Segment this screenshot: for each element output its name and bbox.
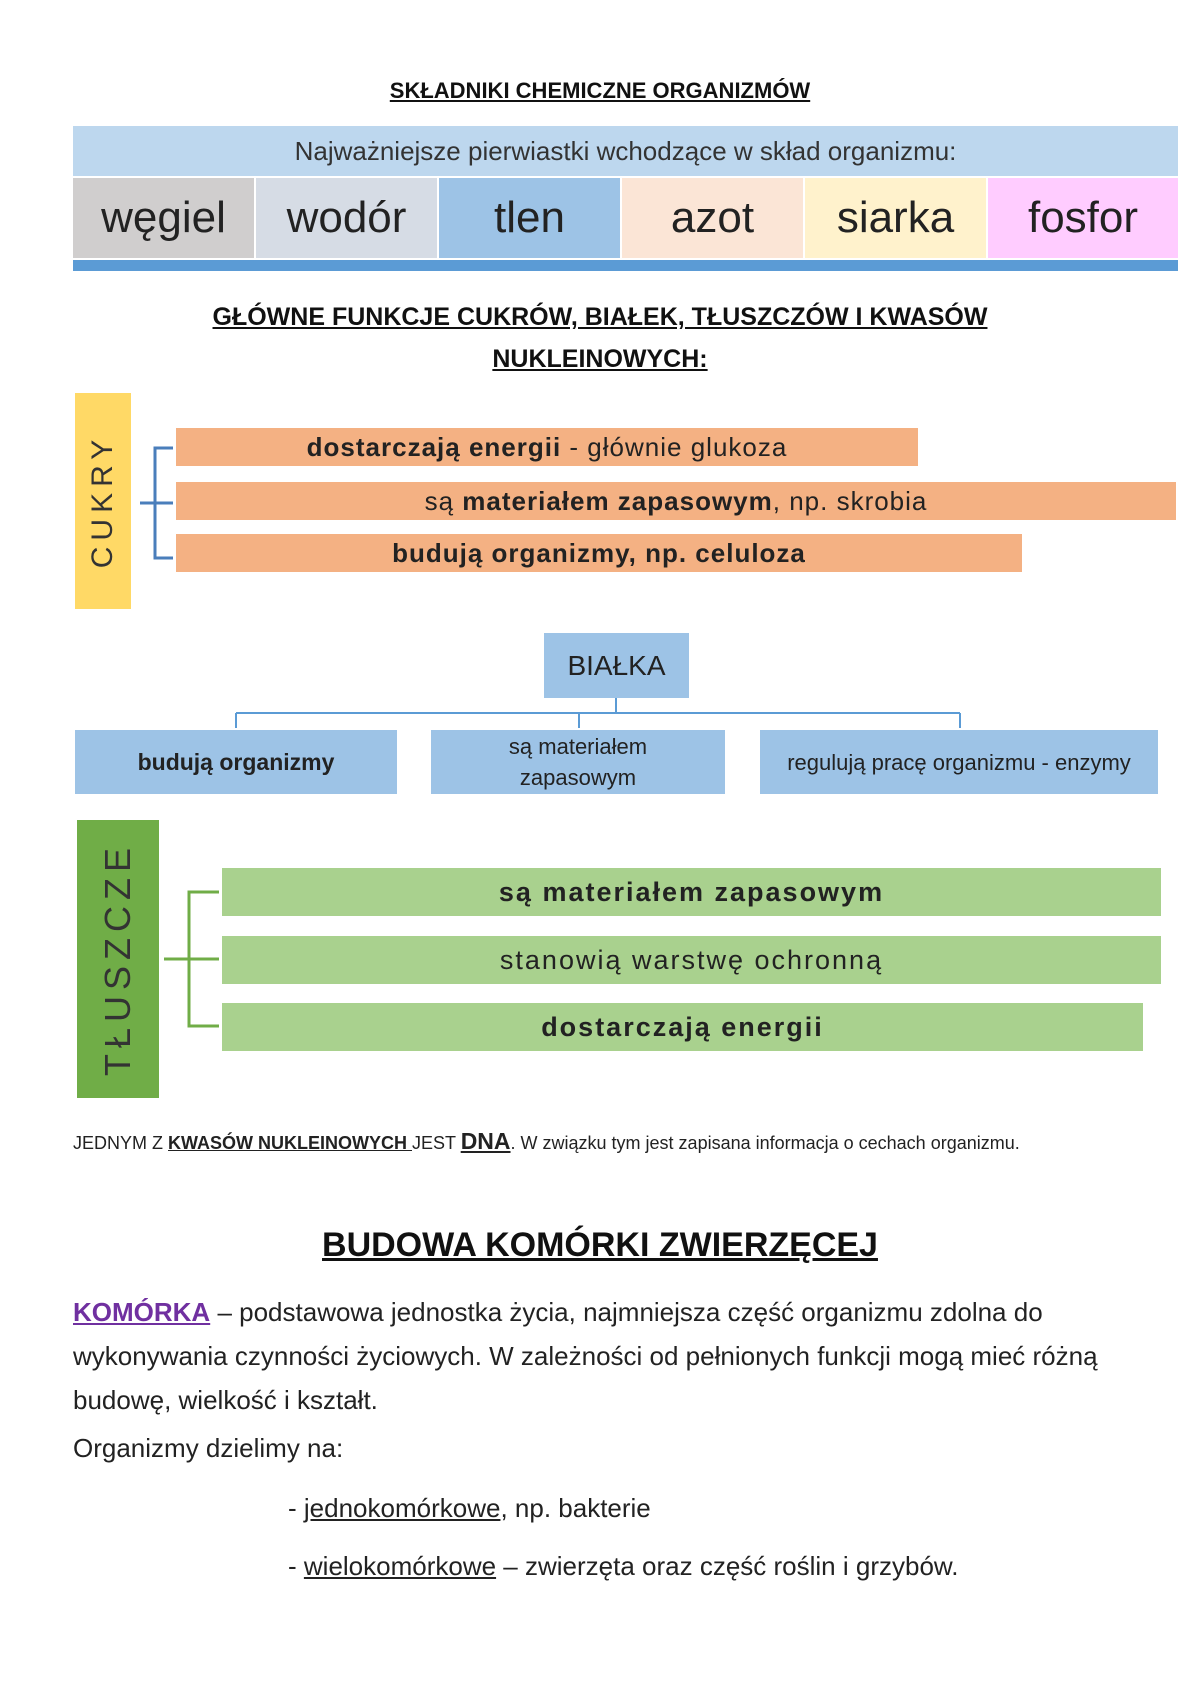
organism-type-unicellular: - jednokomórkowe, np. bakterie bbox=[288, 1493, 651, 1523]
element-cell-hydrogen: wodór bbox=[256, 178, 437, 258]
element-cell-phosphorus: fosfor bbox=[988, 178, 1178, 258]
bialka-connector bbox=[230, 698, 970, 732]
element-cell-nitrogen: azot bbox=[622, 178, 803, 258]
bialka-function-3: regulują pracę organizmu - enzymy bbox=[760, 730, 1158, 794]
cukry-function-2: są materiałem zapasowym, np. skrobia bbox=[176, 482, 1176, 520]
bialka-function-1: budują organizmy bbox=[75, 730, 397, 794]
cukry-function-1: dostarczają energii - głównie glukoza bbox=[176, 428, 918, 466]
bialka-label: BIAŁKA bbox=[567, 649, 666, 681]
tluszcze-label: TŁUSZCZE bbox=[97, 841, 139, 1077]
functions-title: GŁÓWNE FUNKCJE CUKRÓW, BIAŁEK, TŁUSZCZÓW I KWASÓW NUKLEINOWYCH: bbox=[212, 303, 988, 373]
organisms-intro: Organizmy dzielimy na: bbox=[73, 1433, 344, 1463]
element-cell-oxygen: tlen bbox=[439, 178, 620, 258]
cukry-label: CUKRY bbox=[86, 433, 120, 569]
tluszcze-function-2: stanowią warstwę ochronną bbox=[222, 936, 1161, 984]
dna-note: JEDNYM Z KWASÓW NUKLEINOWYCH JEST DNA. W związku tym jest zapisana informacja o cechach organizmu. bbox=[73, 1128, 1020, 1154]
element-cell-carbon: węgiel bbox=[73, 178, 254, 258]
cukry-label-box bbox=[75, 393, 131, 609]
cukry-function-3: budują organizmy, np. celuloza bbox=[176, 534, 1022, 572]
tluszcze-bracket bbox=[160, 885, 220, 1035]
tluszcze-label-box bbox=[77, 820, 159, 1098]
bialka-label-box bbox=[544, 633, 689, 698]
element-cell-sulfur: siarka bbox=[805, 178, 986, 258]
cell-definition: KOMÓRKA – podstawowa jednostka życia, najmniejsza część organizmu zdolna do wykonywania czynności życiowych. W zależności od pełnionych funkcji mogą mieć różną budowę, wielkość i kształt. bbox=[73, 1297, 1098, 1415]
page-title: SKŁADNIKI CHEMICZNE ORGANIZMÓW bbox=[389, 78, 811, 103]
cell-term: KOMÓRKA bbox=[73, 1297, 211, 1327]
cukry-bracket bbox=[140, 440, 180, 570]
elements-bottom-bar bbox=[73, 260, 1178, 271]
tluszcze-function-1: są materiałem zapasowym bbox=[222, 868, 1161, 916]
elements-header: Najważniejsze pierwiastki wchodzące w skład organizmu: bbox=[73, 126, 1178, 176]
bialka-function-2: są materiałem zapasowym bbox=[431, 730, 725, 794]
tluszcze-function-3: dostarczają energii bbox=[222, 1003, 1143, 1051]
organism-type-multicellular: - wielokomórkowe – zwierzęta oraz część roślin i grzybów. bbox=[288, 1551, 959, 1581]
cell-structure-title: BUDOWA KOMÓRKI ZWIERZĘCEJ bbox=[322, 1226, 878, 1264]
